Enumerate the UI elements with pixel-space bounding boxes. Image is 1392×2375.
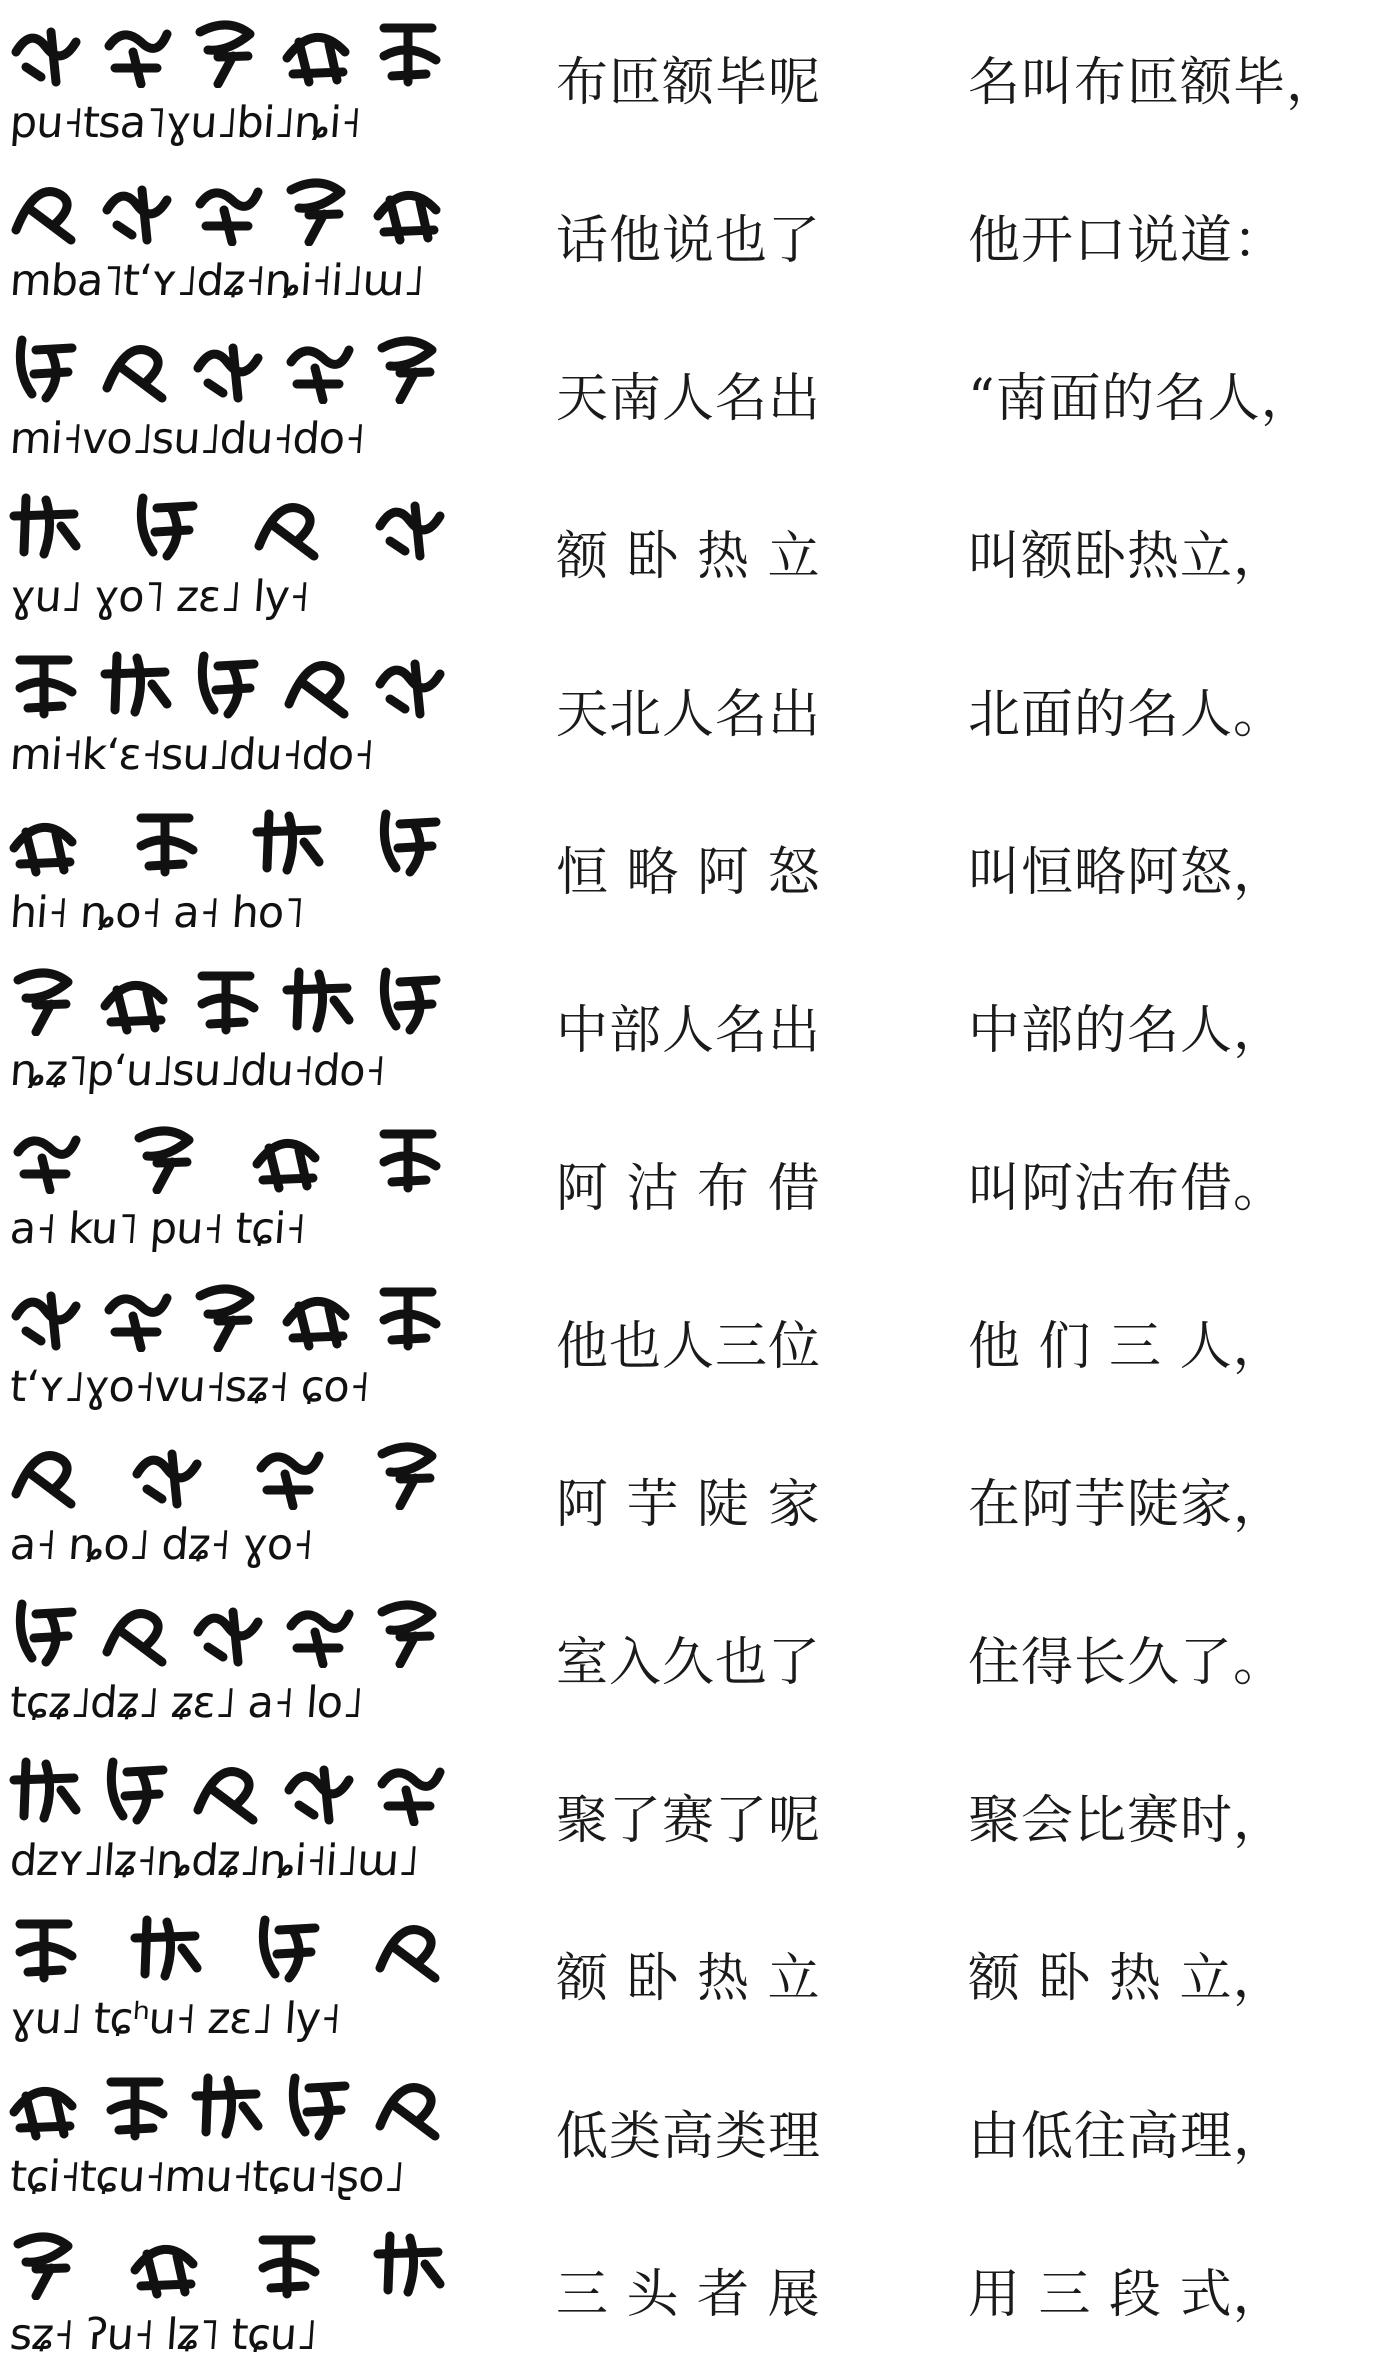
yi-glyph-hi-icon [6,802,82,878]
word-gloss-text: 布匝额毕呢 [556,53,822,113]
yi-script-cell [6,1272,456,1422]
word-gloss-text: 三 头 者 展 [556,2265,821,2325]
yi-script-cell [6,166,456,316]
yi-glyph-go-icon [127,486,203,562]
yi-glyph-lo-icon [370,1592,446,1668]
word-gloss-text: 阿 芋 陡 家 [556,1475,821,1535]
yi-glyph-line [6,1588,456,1670]
yi-glyph-line [6,956,456,1038]
yi-glyph-du-icon [279,644,355,720]
yi-script-cell [6,1430,456,1580]
word-gloss-text: 额 卧 热 立 [556,1949,821,2009]
text-row [0,1108,1392,1269]
yi-glyph-ndz-icon [188,1750,264,1826]
yi-glyph-ke-icon [97,644,173,720]
translation-text: “南面的名人， [968,369,1314,429]
yi-glyph-ho-icon [370,802,446,878]
yi-glyph-co-icon [370,1276,446,1352]
yi-glyph-line [6,324,456,406]
yi-glyph-ze-icon [249,486,325,562]
text-row [0,2056,1392,2217]
yi-glyph-tcu-icon [97,2066,173,2142]
yi-glyph-mba-icon [6,170,82,246]
word-gloss-text: 低类高类理 [556,2107,822,2167]
yi-glyph-du-icon [279,328,355,404]
yi-glyph-line [6,1904,456,1986]
yi-glyph-sz-icon [6,2224,82,2300]
yi-glyph-ze-icon [188,1592,264,1668]
text-row [0,1898,1392,2059]
translation-text: 由低往高理， [968,2107,1287,2167]
yi-glyph-ly-icon [370,1908,446,1984]
yi-glyph-sz-icon [279,1276,355,1352]
word-gloss-text: 天南人名出 [556,369,822,429]
translation-text: 用 三 段 式， [968,2265,1286,2325]
romanization-text: mi˧vo˩su˩du˧do˧ [8,414,367,464]
yi-glyph-su-icon [188,328,264,404]
romanization-text: a˧ ȵo˩ dʑ˧ ɣo˧ [8,1520,315,1570]
yi-glyph-tyi-icon [97,170,173,246]
yi-script-cell [6,798,456,948]
yi-glyph-a-icon [249,802,325,878]
translation-text: 名叫布匝额毕， [968,53,1340,113]
yi-glyph-go-icon [97,1276,173,1352]
translation-text: 叫阿沽布借。 [968,1159,1287,1219]
translation-text: 他 们 三 人， [968,1317,1286,1377]
word-gloss-text: 聚了赛了呢 [556,1791,822,1851]
romanization-text: ɣu˩ ɣo˥ zɛ˩ ly˧ [8,572,311,622]
yi-glyph-du-icon [279,960,355,1036]
word-gloss-text: 阿 沽 布 借 [556,1159,821,1219]
yi-glyph-nzi-icon [6,960,82,1036]
yi-glyph-line [6,2220,456,2302]
yi-glyph-line [6,640,456,722]
word-gloss-text: 室入久也了 [556,1633,822,1693]
yi-glyph-line [6,1430,456,1512]
text-row [0,1266,1392,1427]
translation-text: 叫恒略阿怒， [968,843,1287,903]
yi-glyph-so-icon [370,2066,446,2142]
translation-text: 北面的名人。 [968,685,1287,745]
translation-text: 中部的名人， [968,1001,1287,1061]
text-row [0,318,1392,479]
yi-script-cell [6,1746,456,1896]
yi-glyph-ku-icon [127,1118,203,1194]
yi-script-cell [6,8,456,158]
yi-glyph-ngu-icon [6,1908,82,1984]
romanization-text: a˧ ku˥ pu˧ tɕi˧ [8,1204,307,1254]
text-row [0,1582,1392,1743]
yi-glyph-pu-icon [97,960,173,1036]
yi-glyph-tcz-icon [6,1592,82,1668]
yi-glyph-lz-icon [97,1750,173,1826]
yi-glyph-tsa-icon [97,12,173,88]
romanization-text: tɕi˧tɕu˧mu˧tɕu˧ʂo˩ [8,2152,406,2202]
yi-glyph-mu-icon [188,2066,264,2142]
yi-glyph-tcu-icon [127,1908,203,1984]
yi-glyph-tcu-icon [370,2224,446,2300]
yi-glyph-a-icon [279,1592,355,1668]
yi-glyph-pu-icon [127,2224,203,2300]
yi-glyph-line [6,1746,456,1828]
yi-glyph-su-icon [188,960,264,1036]
yi-glyph-do-icon [370,328,446,404]
yi-script-cell [6,640,456,790]
translation-text: 叫额卧热立， [968,527,1287,587]
yi-glyph-lw-icon [370,170,446,246]
yi-glyph-go-icon [370,1434,446,1510]
translation-text: 在阿芋陡家， [968,1475,1287,1535]
romanization-text: tɕʑ˩dʑ˩ ʑɛ˩ a˧ lo˩ [8,1678,365,1728]
yi-glyph-tyi-icon [6,1276,82,1352]
word-gloss-text: 天北人名出 [556,685,822,745]
yi-script-cell [6,482,456,632]
text-row [0,160,1392,321]
yi-glyph-pu-icon [249,1118,325,1194]
yi-script-cell [6,324,456,474]
yi-glyph-line [6,166,456,248]
yi-glyph-line [6,8,456,90]
yi-glyph-lw-icon [370,1750,446,1826]
word-gloss-text: 话他说也了 [556,211,822,271]
yi-script-cell [6,1588,456,1738]
word-gloss-text: 额 卧 热 立 [556,527,821,587]
yi-script-cell [6,2062,456,2212]
text-row [0,634,1392,795]
yi-script-cell [6,1904,456,2054]
yi-glyph-do-icon [370,960,446,1036]
translation-text: 他开口说道： [968,211,1287,271]
yi-glyph-dzy-icon [6,1750,82,1826]
romanization-text: mi˧kʻɛ˧su˩du˧do˧ [8,730,376,780]
yi-glyph-a-icon [6,1118,82,1194]
yi-glyph-tci-icon [370,1118,446,1194]
text-row [0,2214,1392,2375]
yi-glyph-a-icon [6,1434,82,1510]
yi-glyph-nyo-icon [127,802,203,878]
yi-glyph-dzi-icon [249,1434,325,1510]
romanization-text: ȵʑ˥pʻu˩su˩du˧do˧ [8,1046,387,1096]
word-gloss-text: 中部人名出 [556,1001,822,1061]
text-row [0,1424,1392,1585]
romanization-text: pu˧tsa˥ɣu˩bi˩ȵi˧ [8,98,363,148]
yi-script-cell [6,2220,456,2370]
romanization-text: ɣu˩ tɕʰu˧ zɛ˩ ly˧ [8,1994,342,2044]
translation-text: 额 卧 热 立， [968,1949,1286,2009]
yi-glyph-line [6,798,456,880]
romanization-text: dzʏ˩lʑ˧ȵdʑ˩ȵi˧i˩ɯ˩ [8,1836,420,1886]
yi-glyph-tci-icon [6,2066,82,2142]
yi-glyph-line [6,2062,456,2144]
text-row [0,1740,1392,1901]
translation-text: 聚会比赛时， [968,1791,1287,1851]
romanization-text: sʑ˧ ʔu˧ lʑ˥ tɕu˩ [8,2310,319,2360]
yi-glyph-pu-icon [6,12,82,88]
yi-glyph-mi-icon [6,328,82,404]
romanization-text: hi˧ ȵo˧ a˧ ho˥ [8,888,306,938]
yi-glyph-ngu-icon [6,486,82,562]
text-row [0,792,1392,953]
yi-glyph-ni-icon [370,12,446,88]
yi-glyph-line [6,1114,456,1196]
yi-glyph-nyo-icon [127,1434,203,1510]
yi-glyph-vu-icon [188,1276,264,1352]
yi-glyph-line [6,482,456,564]
yi-glyph-dzi-icon [188,170,264,246]
yi-glyph-vo-icon [97,328,173,404]
text-row [0,476,1392,637]
yi-glyph-su-icon [188,644,264,720]
yi-glyph-bi-icon [279,12,355,88]
yi-glyph-ngu-icon [188,12,264,88]
translation-text: 住得长久了。 [968,1633,1287,1693]
yi-glyph-ze-icon [249,1908,325,1984]
yi-glyph-ly-icon [370,486,446,562]
yi-glyph-lz-icon [249,2224,325,2300]
yi-script-cell [6,1114,456,1264]
text-row [0,2,1392,163]
romanization-text: tʻʏ˩ɣo˧vu˧sʑ˧ ɕo˧ [8,1362,371,1412]
yi-glyph-tcu-icon [279,2066,355,2142]
yi-glyph-dzi-icon [97,1592,173,1668]
yi-glyph-do-icon [370,644,446,720]
word-gloss-text: 恒 略 阿 怒 [556,843,821,903]
yi-script-cell [6,956,456,1106]
yi-glyph-line [6,1272,456,1354]
text-row [0,950,1392,1111]
yi-glyph-ni-icon [279,1750,355,1826]
yi-glyph-mi-icon [6,644,82,720]
word-gloss-text: 他也人三位 [556,1317,822,1377]
yi-glyph-ni-icon [279,170,355,246]
romanization-text: mba˥tʻʏ˩dʑ˧ȵi˧i˩ɯ˩ [8,256,426,306]
